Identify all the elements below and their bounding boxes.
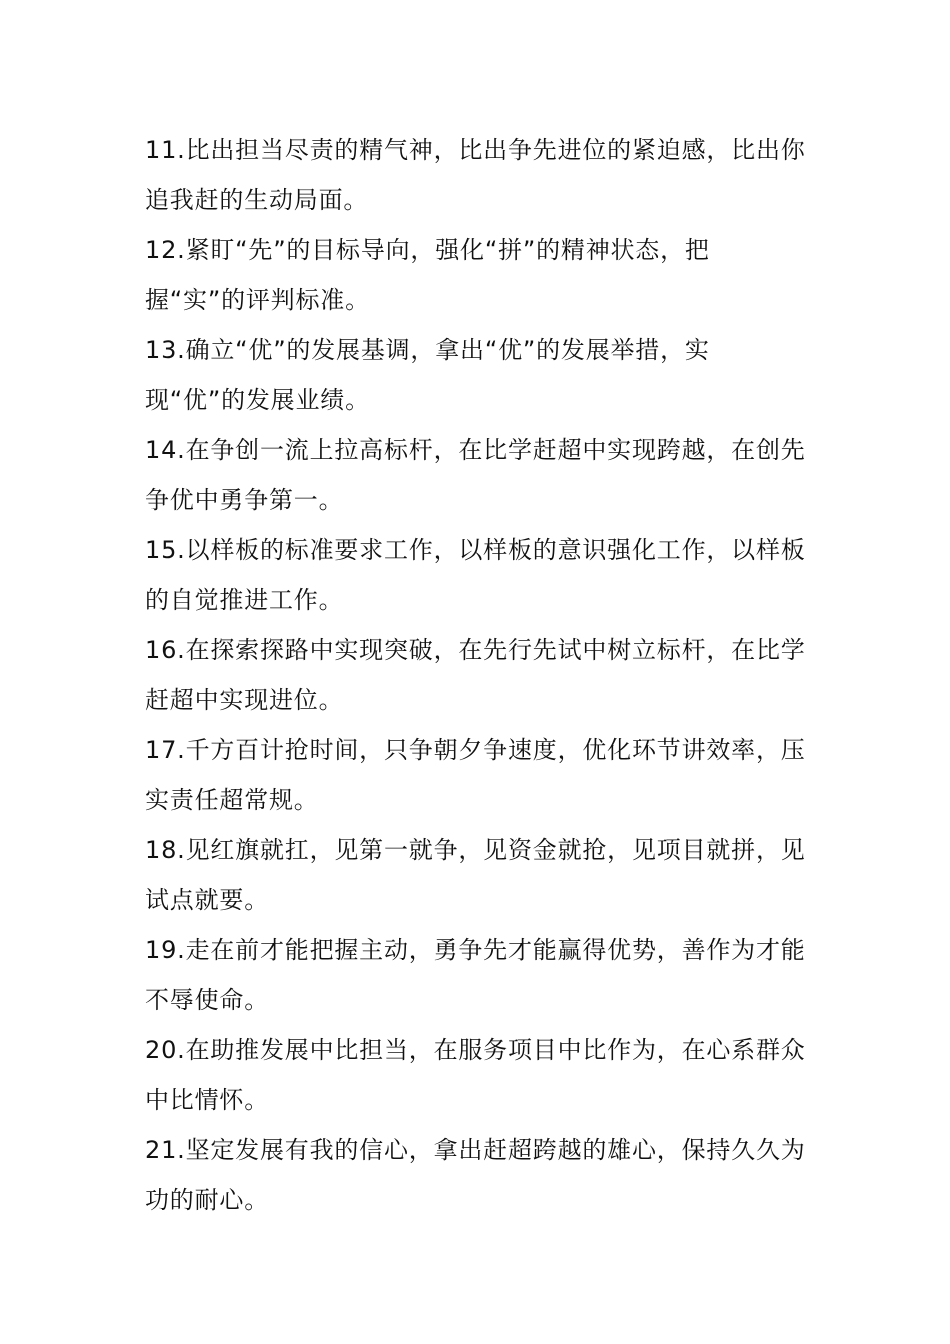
list-item-21: 21.坚定发展有我的信心，拿出赶超跨越的雄心，保持久久为功的耐心。 (145, 1136, 806, 1214)
list-item-12: 12.紧盯“先”的目标导向，强化“拼”的精神状态，把握“实”的评判标准。 (145, 236, 710, 314)
list-item-13: 13.确立“优”的发展基调，拿出“优”的发展举措，实现“优”的发展业绩。 (145, 336, 710, 414)
document-body (145, 125, 810, 1225)
list-item-14: 14.在争创一流上拉高标杆，在比学赶超中实现跨越，在创先争优中勇争第一。 (145, 436, 806, 514)
list-item-16: 16.在探索探路中实现突破，在先行先试中树立标杆，在比学赶超中实现进位。 (145, 636, 806, 714)
list-item-19: 19.走在前才能把握主动，勇争先才能赢得优势，善作为才能不辱使命。 (145, 936, 806, 1014)
list-item-17: 17.千方百计抢时间，只争朝夕争速度，优化环节讲效率，压实责任超常规。 (145, 736, 806, 814)
list-item-20: 20.在助推发展中比担当，在服务项目中比作为，在心系群众中比情怀。 (145, 1036, 806, 1114)
list-item-18: 18.见红旗就扛，见第一就争，见资金就抢，见项目就拼，见试点就要。 (145, 836, 806, 914)
list-item-15: 15.以样板的标准要求工作，以样板的意识强化工作，以样板的自觉推进工作。 (145, 536, 806, 614)
list-item-11: 11.比出担当尽责的精气神，比出争先进位的紧迫感，比出你追我赶的生动局面。 (145, 136, 806, 214)
